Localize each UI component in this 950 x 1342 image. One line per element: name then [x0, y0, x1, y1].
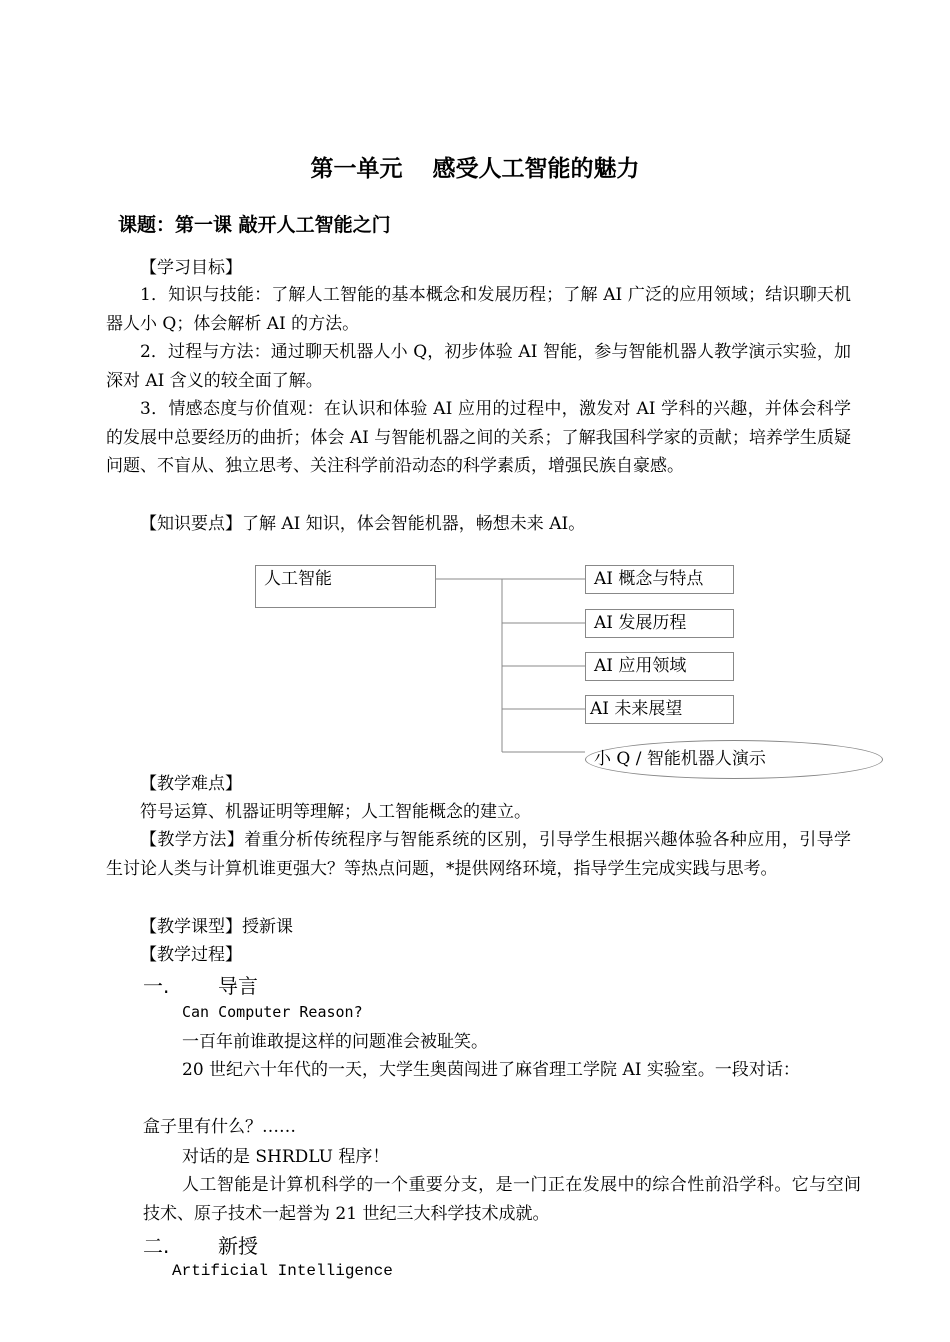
section-1-line-2: 20 世纪六十年代的一天，大学生奥茵闯进了麻省理工学院 AI 实验室。一段对话：: [182, 1060, 800, 1080]
course-type: 【教学课型】授新课: [140, 917, 293, 937]
section-1-line-4: 对话的是 SHRDLU 程序！: [182, 1147, 390, 1167]
goal-item-2: 2．过程与方法：通过聊天机器人小 Q，初步体验 AI 智能，参与智能机器人教学演示实验，加深对 AI 含义的较全面了解。: [106, 342, 851, 391]
goals-heading: 【学习目标】: [140, 258, 242, 278]
diagram-branch-future: AI 未来展望: [585, 695, 734, 724]
lesson-title: 课题：第一课 敲开人工智能之门: [118, 214, 391, 236]
section-1-line-1: 一百年前谁敢提这样的问题准会被耻笑。: [182, 1032, 488, 1052]
section-2-title: 新授: [218, 1234, 258, 1258]
diagram-root: 人工智能: [255, 565, 436, 608]
section-1-heading: [143, 970, 258, 999]
section-2-heading: [143, 1230, 258, 1259]
unit-label: 第一单元: [310, 156, 403, 182]
section-1-question: Can Computer Reason?: [182, 1003, 363, 1021]
key-points: 【知识要点】了解 AI 知识，体会智能机器，畅想未来 AI。: [140, 514, 586, 534]
diagram-branch-concept: AI 概念与特点: [585, 565, 734, 594]
section-1-title: 导言: [218, 974, 258, 998]
diagram-branch-applications: AI 应用领域: [585, 652, 734, 681]
difficulty-heading: 【教学难点】: [140, 774, 242, 794]
goal-item-3: 3．情感态度与价值观：在认识和体验 AI 应用的过程中，激发对 AI 学科的兴趣，并体会科学的发展中总要经历的曲折；体会 AI 与智能机器之间的关系；了解我国科学家的贡献；培养学生质疑问题、不盲从、独立思考、关注科学前沿动态的科学素质，增强民族自豪感。: [106, 399, 851, 476]
section-2-number: 二.: [143, 1234, 170, 1258]
section-1-number: 一.: [143, 974, 170, 998]
difficulty-text: 符号运算、机器证明等理解；人工智能概念的建立。: [140, 802, 531, 822]
goal-item-1: 1．知识与技能：了解人工智能的基本概念和发展历程；了解 AI 广泛的应用领域；结识聊天机器人小 Q；体会解析 AI 的方法。: [106, 285, 851, 334]
diagram-branch-history: AI 发展历程: [585, 609, 734, 638]
diagram-ellipse-demo: 小 Q / 智能机器人演示: [585, 740, 883, 779]
unit-theme: 感受人工智能的魅力: [432, 156, 640, 182]
section-2-subtitle: Artificial Intelligence: [172, 1262, 393, 1280]
section-1-line-5: 人工智能是计算机科学的一个重要分支，是一门正在发展中的综合性前沿学科。它与空间技术、原子技术一起誉为 21 世纪三大科学技术成就。: [143, 1175, 861, 1224]
teaching-method: 【教学方法】着重分析传统程序与智能系统的区别，引导学生根据兴趣体验各种应用，引导学生讨论人类与计算机谁更强大？等热点问题，*提供网络环境，指导学生完成实践与思考。: [106, 830, 851, 879]
process-heading: 【教学过程】: [140, 945, 242, 965]
section-1-line-3: 盒子里有什么？……: [143, 1117, 296, 1137]
